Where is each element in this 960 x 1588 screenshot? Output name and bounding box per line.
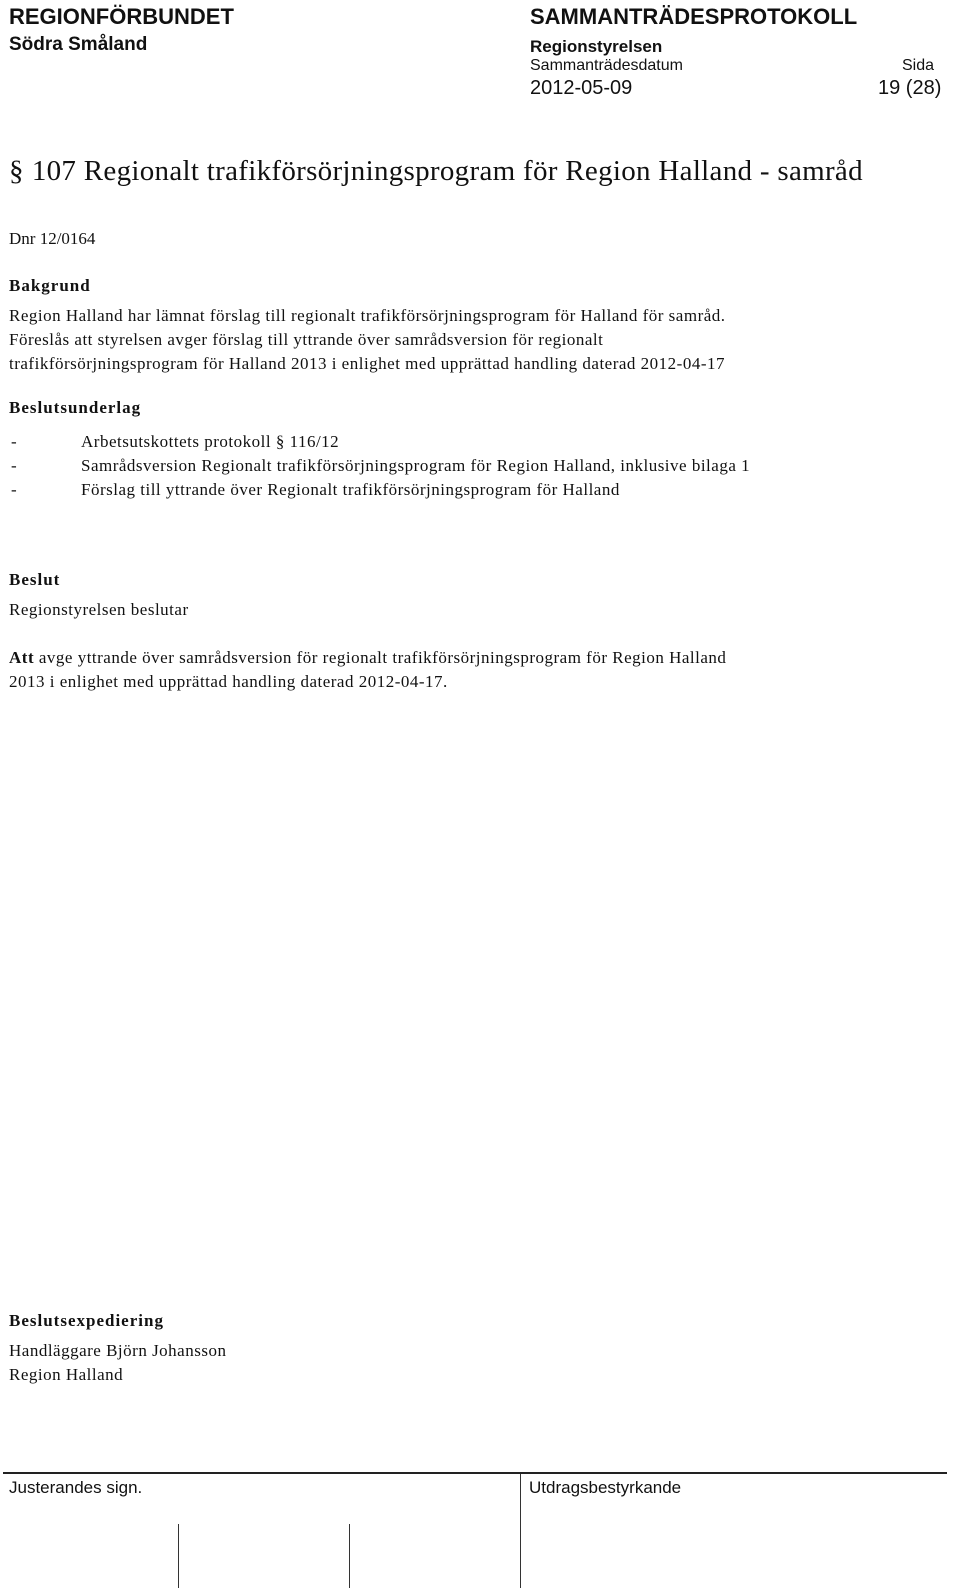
list-item xyxy=(9,478,750,502)
list-item-text: Samrådsversion Regionalt trafikförsörjningsprogram för Region Halland, inklusive bilaga 1 xyxy=(81,456,751,475)
background-heading: Bakgrund xyxy=(9,276,91,295)
extract-certification-label: Utdragsbestyrkande xyxy=(529,1478,682,1497)
decision-heading: Beslut xyxy=(9,570,61,589)
signature-box-divider xyxy=(178,1524,179,1588)
decision-line-1 xyxy=(9,646,726,670)
list-item-ref: 116/12 xyxy=(284,432,340,451)
case-number: Dnr 12/0164 xyxy=(9,229,96,248)
background-line-1: Region Halland har lämnat förslag till regionalt trafikförsörjningsprogram för Halland för samråd. xyxy=(9,306,726,325)
page-number: 19 (28) xyxy=(878,77,942,99)
list-item-text: Arbetsutskottets protokoll xyxy=(81,432,276,451)
basis-heading: Beslutsunderlag xyxy=(9,398,142,417)
decision-att: Att xyxy=(9,648,35,667)
meeting-date-label: Sammanträdesdatum xyxy=(530,57,683,74)
dispatch-heading: Beslutsexpediering xyxy=(9,1311,164,1330)
footer-rule xyxy=(3,1472,947,1474)
section-symbol: § xyxy=(275,432,285,451)
board-name: Regionstyrelsen xyxy=(530,37,663,56)
decision-line-2: 2013 i enlighet med upprättad handling daterad 2012-04-17. xyxy=(9,672,448,691)
org-subtitle: Södra Småland xyxy=(9,34,148,55)
section-symbol: § xyxy=(9,155,24,187)
item-title-block xyxy=(9,154,939,188)
background-line-2: Föreslås att styrelsen avger förslag till yttrande över samrådsversion för regionalt xyxy=(9,330,604,349)
signature-box-divider xyxy=(520,1474,521,1588)
item-title: 107 Regionalt trafikförsörjningsprogram för Region Halland - samråd xyxy=(31,155,863,187)
background-line-3: trafikförsörjningsprogram för Halland 2013 i enlighet med upprättad handling daterad 2012-04-17 xyxy=(9,354,725,373)
list-dash: - xyxy=(11,456,18,475)
list-dash: - xyxy=(11,432,18,451)
dispatch-org: Region Halland xyxy=(9,1365,124,1384)
list-item-text: Förslag till yttrande över Regionalt trafikförsörjningsprogram för Halland xyxy=(81,480,620,499)
list-dash: - xyxy=(11,480,18,499)
decision-text: avge yttrande över samrådsversion för regionalt trafikförsörjningsprogram för Region Halland xyxy=(34,648,727,667)
basis-list xyxy=(9,430,750,502)
page-label: Sida xyxy=(902,57,935,74)
decision-intro: Regionstyrelsen beslutar xyxy=(9,600,189,619)
list-item xyxy=(9,430,750,454)
list-item xyxy=(9,454,750,478)
meeting-date: 2012-05-09 xyxy=(530,77,633,99)
document-type: SAMMANTRÄDESPROTOKOLL xyxy=(530,4,858,29)
adjusters-signature-label: Justerandes sign. xyxy=(9,1478,143,1497)
org-name: REGIONFÖRBUNDET xyxy=(9,4,234,29)
dispatch-handler: Handläggare Björn Johansson xyxy=(9,1341,227,1360)
signature-box-divider xyxy=(349,1524,350,1588)
